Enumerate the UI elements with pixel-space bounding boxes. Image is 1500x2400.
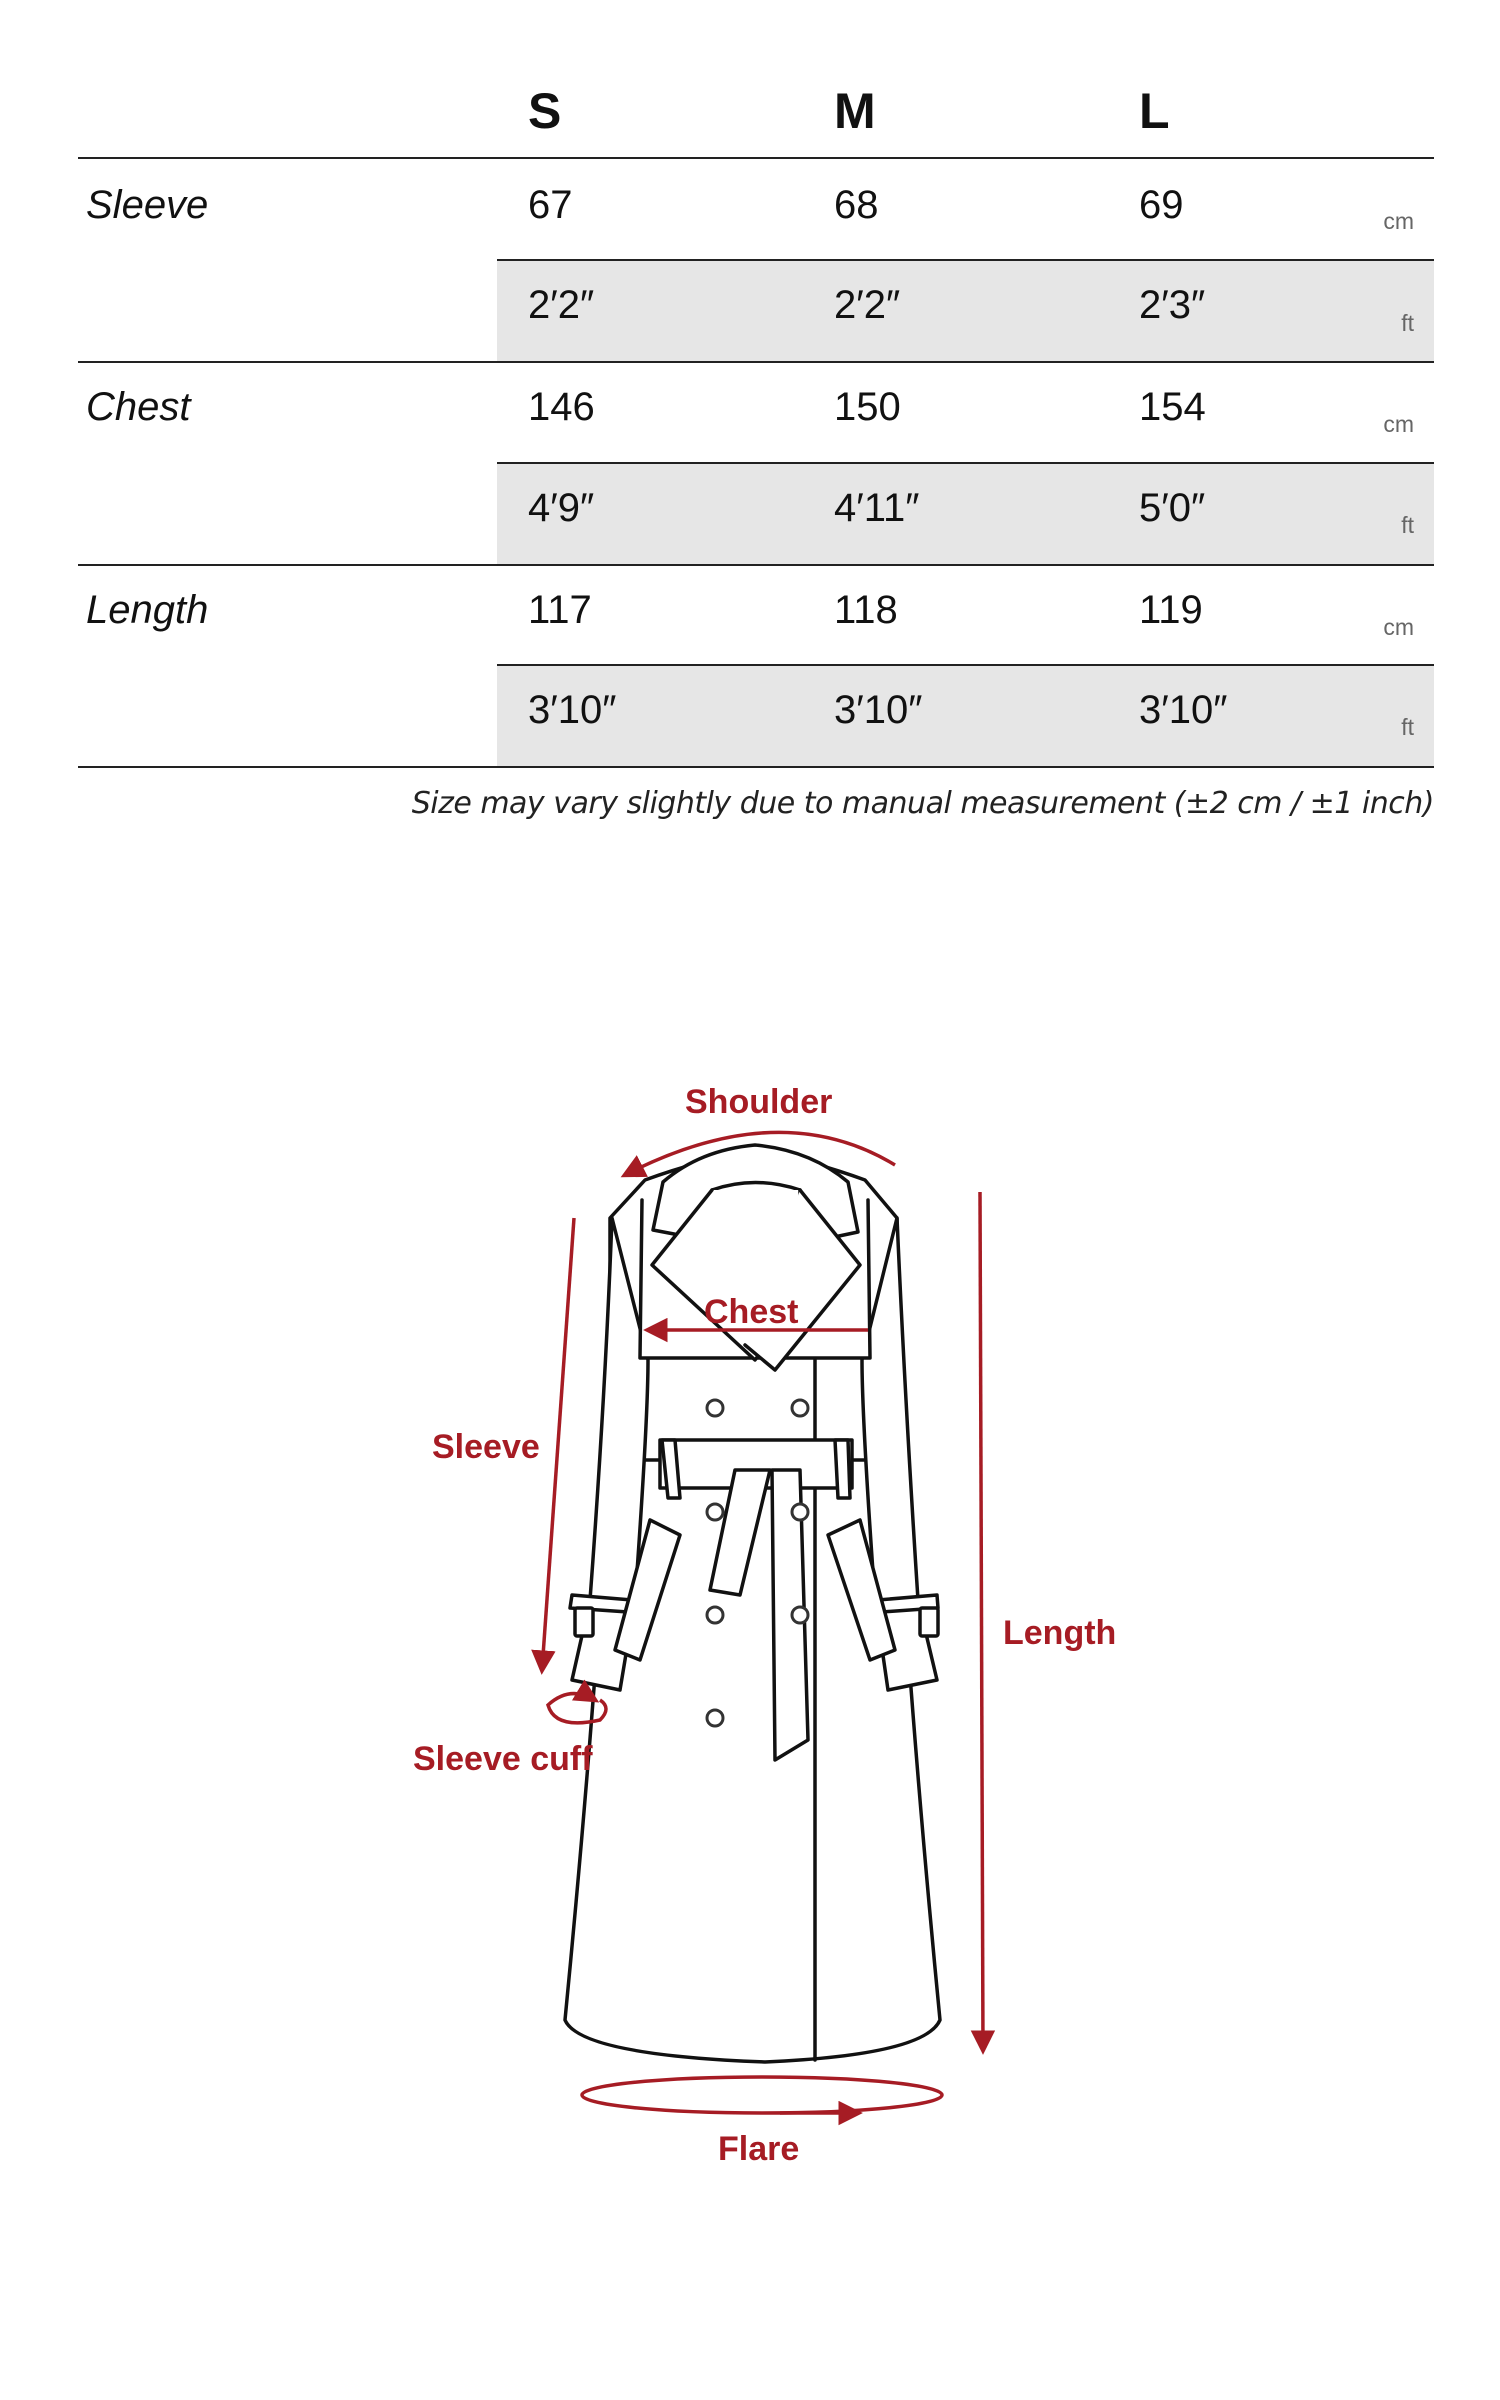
- length-arrow: [980, 1192, 983, 2050]
- row-subdivider: [497, 664, 1434, 666]
- length-s-ft: 3′10″: [528, 688, 617, 732]
- row-label-length: Length: [86, 588, 209, 632]
- chest-l-ft: 5′0″: [1139, 486, 1206, 530]
- label-length: Length: [1003, 1614, 1117, 1652]
- row-label-chest: Chest: [86, 385, 191, 429]
- row-subdivider: [497, 259, 1434, 261]
- size-chart-table: [78, 0, 1434, 780]
- chest-l-cm: 154: [1139, 385, 1206, 429]
- row-shade-ft: [497, 666, 1434, 766]
- length-s-cm: 117: [528, 588, 592, 632]
- row-shade-ft: [497, 261, 1434, 361]
- sleeve-m-cm: 68: [834, 183, 879, 227]
- unit-cm-label: cm: [1383, 614, 1414, 640]
- unit-cm-label: cm: [1383, 208, 1414, 234]
- unit-ft-label: ft: [1401, 714, 1414, 740]
- row-divider: [78, 361, 1434, 363]
- label-flare: Flare: [718, 2130, 800, 2168]
- label-chest: Chest: [704, 1293, 799, 1331]
- size-header-m: M: [834, 83, 876, 139]
- label-sleeve: Sleeve: [432, 1428, 540, 1466]
- chest-s-cm: 146: [528, 385, 595, 429]
- size-header-s: S: [528, 83, 562, 139]
- table-top-rule: [78, 157, 1434, 159]
- trench-coat-illustration: [0, 1020, 1500, 2220]
- row-subdivider: [497, 462, 1434, 464]
- measurement-note: Size may vary slightly due to manual measurement (±2 cm / ±1 inch): [411, 786, 1434, 821]
- sleeve-s-ft: 2′2″: [528, 283, 595, 327]
- unit-ft-label: ft: [1401, 512, 1414, 538]
- flare-ellipse: [582, 2077, 942, 2113]
- chest-m-cm: 150: [834, 385, 901, 429]
- label-sleeve-cuff: Sleeve cuff: [413, 1740, 593, 1778]
- chest-m-ft: 4′11″: [834, 486, 920, 530]
- unit-cm-label: cm: [1383, 411, 1414, 437]
- length-l-cm: 119: [1139, 588, 1203, 632]
- coat-outline: [565, 1145, 940, 2062]
- length-l-ft: 3′10″: [1139, 688, 1228, 732]
- chest-s-ft: 4′9″: [528, 486, 595, 530]
- size-header-l: L: [1139, 83, 1170, 139]
- row-label-sleeve: Sleeve: [86, 183, 209, 227]
- measurement-diagram: [0, 1020, 1500, 2220]
- sleeve-l-cm: 69: [1139, 183, 1184, 227]
- sleeve-l-ft: 2′3″: [1139, 283, 1206, 327]
- length-m-cm: 118: [834, 588, 898, 632]
- label-shoulder: Shoulder: [685, 1083, 833, 1121]
- length-m-ft: 3′10″: [834, 688, 923, 732]
- row-shade-ft: [497, 464, 1434, 564]
- sleeve-m-ft: 2′2″: [834, 283, 901, 327]
- row-divider: [78, 564, 1434, 566]
- sleeve-s-cm: 67: [528, 183, 573, 227]
- table-bottom-rule: [78, 766, 1434, 768]
- unit-ft-label: ft: [1401, 310, 1414, 336]
